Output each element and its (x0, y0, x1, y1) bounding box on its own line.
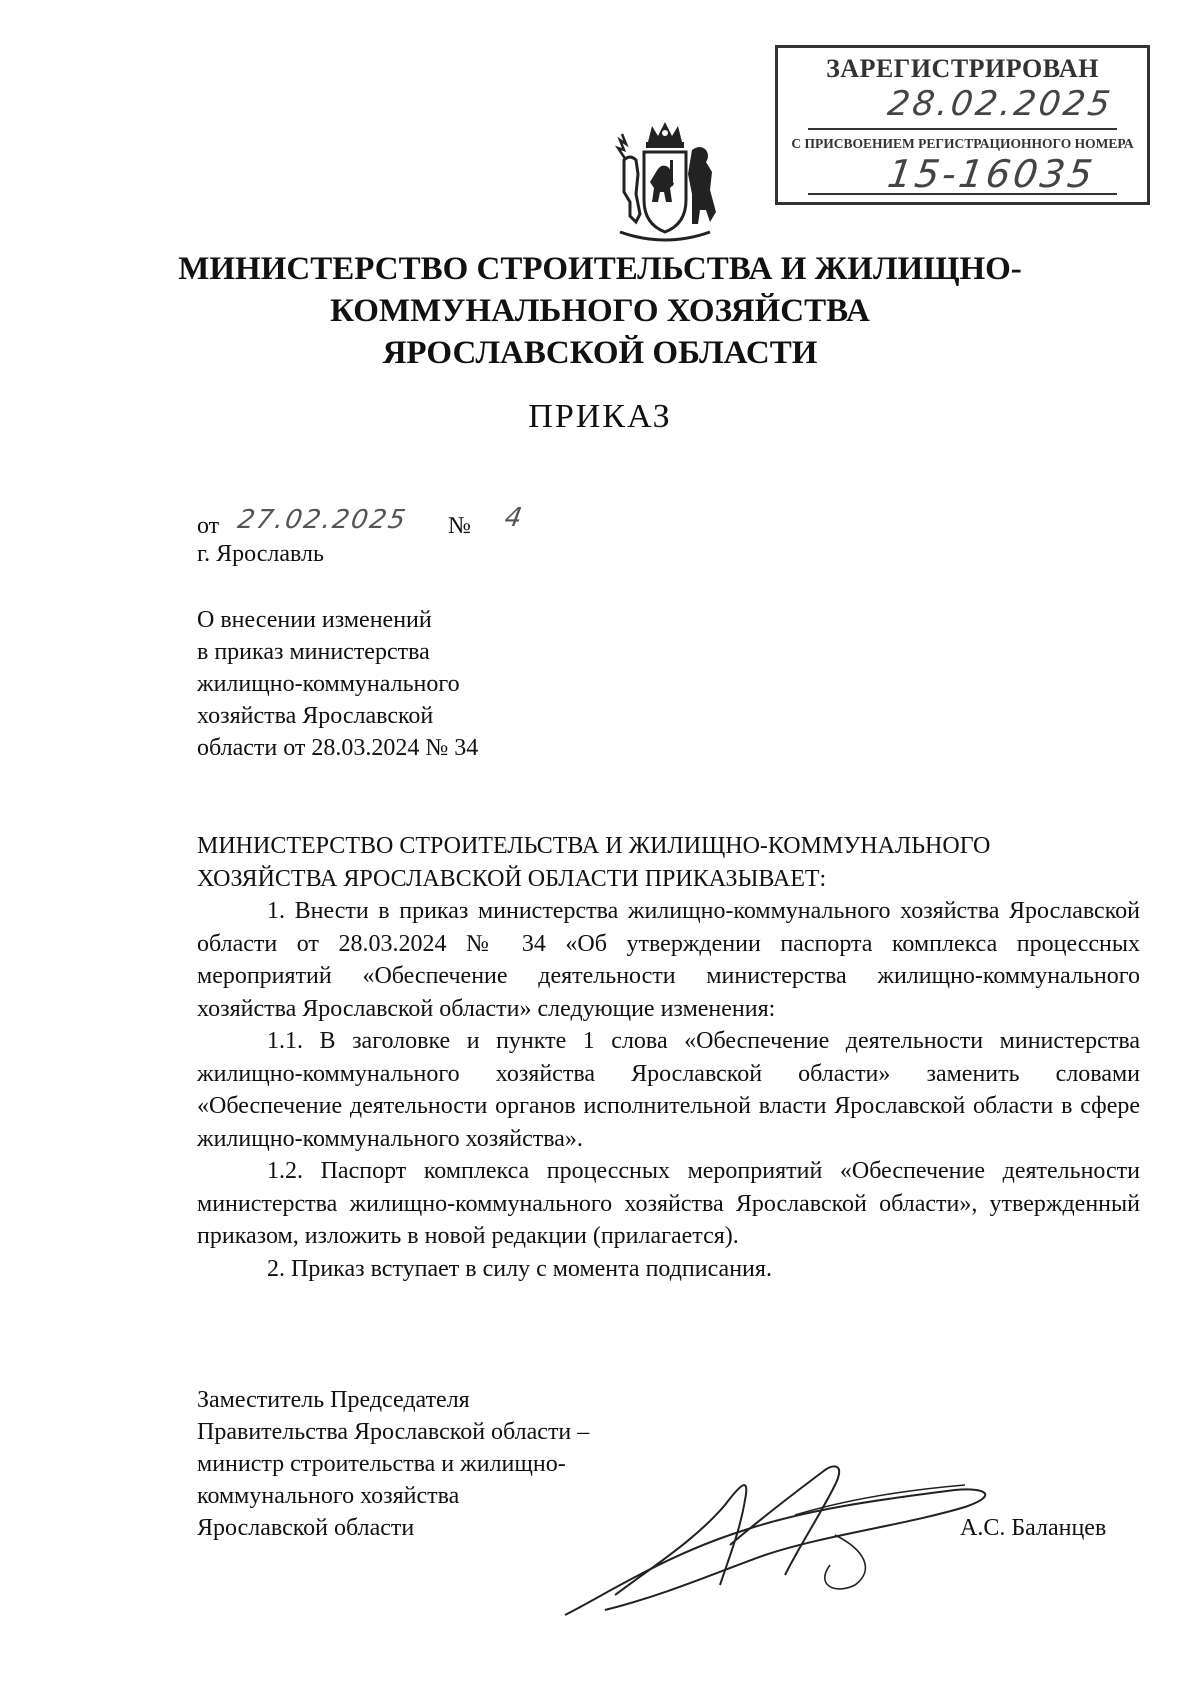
subject-line: хозяйства Ярославской (197, 703, 434, 729)
number-label: № (448, 513, 471, 539)
paragraph-1-1: 1.1. В заголовке и пункте 1 слова «Обеспечение деятельности министерства жилищно-коммунального хозяйства Ярославской области» заменить словами «Обеспечение деятельности органов исполнительной власти Ярославской области в сфере жилищно-коммунального хозяйства». (197, 1028, 1140, 1152)
org-line: МИНИСТЕРСТВО СТРОИТЕЛЬСТВА И ЖИЛИЩНО- (178, 251, 1022, 287)
stamp-reg-number: 15-16035 (884, 152, 1099, 196)
stamp-date: 28.02.2025 (885, 84, 1116, 124)
order-body (197, 830, 1140, 1285)
signatory-name: А.С. Баланцев (960, 1515, 1107, 1541)
paragraph-2: 2. Приказ вступает в силу с момента подписания. (267, 1255, 772, 1282)
stamp-underline (808, 193, 1117, 195)
stamp-subtitle: С ПРИСВОЕНИЕМ РЕГИСТРАЦИОННОГО НОМЕРА (791, 136, 1134, 151)
stamp-title: ЗАРЕГИСТРИРОВАН (826, 54, 1099, 83)
handwritten-signature (545, 1445, 1005, 1635)
signatory-position-line: Заместитель Председателя (197, 1387, 470, 1413)
subject-line: жилищно-коммунального (197, 671, 460, 697)
order-number: 4 (502, 503, 527, 533)
subject-line: О внесении изменений (197, 607, 432, 633)
order-date: 27.02.2025 (235, 505, 410, 535)
from-label: от (197, 513, 220, 539)
coat-of-arms-emblem (600, 120, 730, 250)
signatory-position-line: Ярославской области (197, 1515, 415, 1541)
signatory-position-line: коммунального хозяйства (197, 1483, 460, 1509)
registration-stamp (775, 45, 1150, 205)
stamp-divider (808, 128, 1117, 130)
paragraph-1-2: 1.2. Паспорт комплекса процессных мероприятий «Обеспечение деятельности министерства жилищно-коммунального хозяйства Ярославской области», утвержденный приказом, изложить в новой редакции (прилагается). (197, 1158, 1140, 1249)
org-line: ЯРОСЛАВСКОЙ ОБЛАСТИ (382, 335, 818, 371)
organization-title (0, 248, 1200, 374)
signatory-position-line: министр строительства и жилищно- (197, 1451, 566, 1477)
preamble-line: ХОЗЯЙСТВА ЯРОСЛАВСКОЙ ОБЛАСТИ ПРИКАЗЫВАЕТ: (197, 865, 827, 892)
document-type: ПРИКАЗ (528, 398, 672, 435)
org-line: КОММУНАЛЬНОГО ХОЗЯЙСТВА (330, 293, 870, 329)
subject-line: области от 28.03.2024 № 34 (197, 735, 479, 761)
preamble-line: МИНИСТЕРСТВО СТРОИТЕЛЬСТВА И ЖИЛИЩНО-КОММУНАЛЬНОГО (197, 833, 991, 859)
signatory-position-line: Правительства Ярославской области – (197, 1419, 590, 1445)
subject-line: в приказ министерства (197, 639, 430, 665)
paragraph-1: 1. Внести в приказ министерства жилищно-коммунального хозяйства Ярославской области от 28.03.2024 № 34 «Об утверждении паспорта комплекса процессных мероприятий «Обеспечение деятельности министерства жилищно-коммунального хозяйства Ярославской области» следующие изменения: (197, 898, 1140, 1022)
city: г. Ярославль (197, 541, 324, 567)
